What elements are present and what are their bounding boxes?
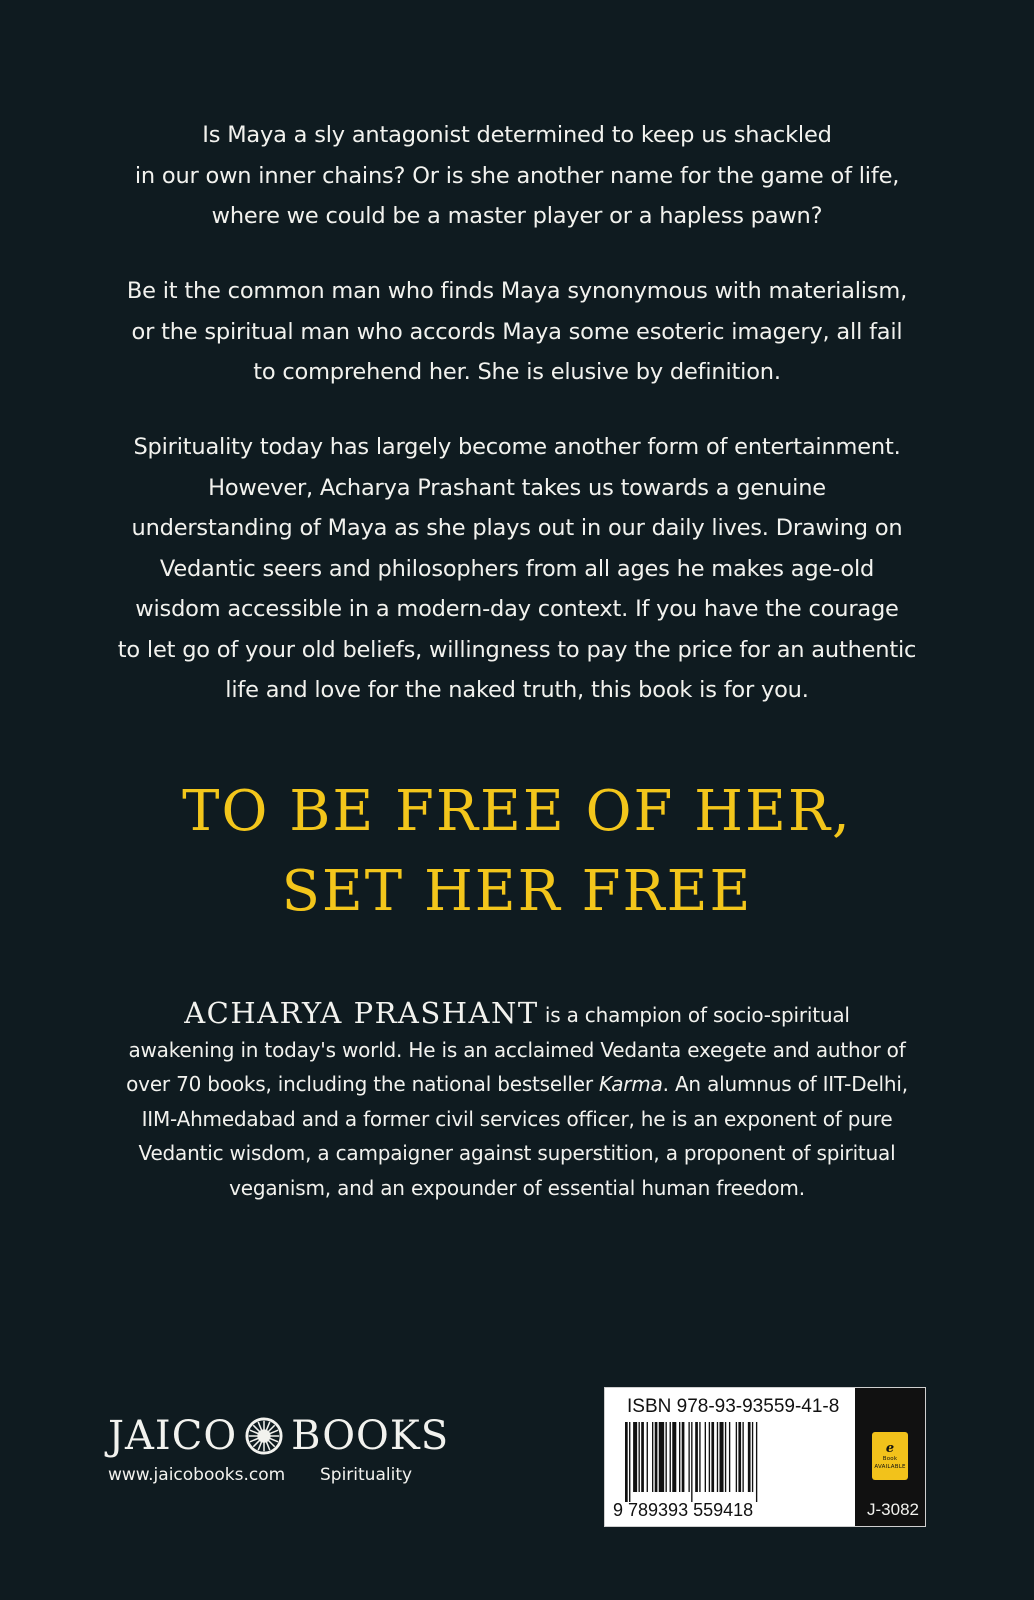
bio-text: awakening in today's world. He is an acclaimed Vedanta exegete and author of <box>128 1037 906 1062</box>
tagline <box>0 772 1034 932</box>
ebook-available-badge <box>872 1432 908 1480</box>
wheel-icon <box>245 1417 283 1455</box>
blurb-line: or the spiritual man who accords Maya some esoteric imagery, all fail <box>131 318 903 345</box>
barcode-bar <box>679 1422 680 1492</box>
blurb-paragraph-3 <box>90 427 944 711</box>
barcode-box <box>604 1387 926 1527</box>
barcode-bar <box>625 1422 628 1502</box>
author-name: ACHARYA PRASHANT <box>184 996 539 1030</box>
bio-text: Vedantic wisdom, a campaigner against superstition, a proponent of spiritual <box>138 1141 896 1165</box>
barcode-bar <box>639 1422 640 1492</box>
tagline-line-1: TO BE FREE OF HER, <box>182 779 852 844</box>
barcode-bar <box>711 1422 714 1492</box>
barcode-bar <box>655 1422 658 1492</box>
barcode-bar <box>736 1422 737 1492</box>
publisher-name-right: BOOKS <box>291 1413 450 1459</box>
blurb-line: However, Acharya Prashant takes us towards a genuine <box>208 474 826 501</box>
barcode-bar <box>641 1422 644 1492</box>
book-title-karma: Karma <box>599 1072 663 1096</box>
genre-label: Spirituality <box>320 1465 413 1485</box>
ebook-panel <box>855 1388 925 1526</box>
barcode-digits: 9 789393 559418 <box>613 1500 754 1520</box>
product-code: J-3082 <box>867 1500 919 1519</box>
bio-text: veganism, and an expounder of essential human freedom. <box>229 1175 805 1200</box>
barcode-bar <box>738 1422 741 1492</box>
barcode-bar <box>748 1422 751 1492</box>
blurb-paragraph-1 <box>90 115 944 237</box>
barcode-bar <box>672 1422 676 1492</box>
blurb-line: Is Maya a sly antagonist determined to keep us shackled <box>202 122 832 148</box>
barcode-bar <box>699 1422 700 1492</box>
bio-text: over 70 books, including the national bestseller <box>126 1072 600 1096</box>
tagline-line-2: SET HER FREE <box>281 859 753 924</box>
author-bio <box>100 996 934 1205</box>
barcode-bar <box>659 1422 664 1492</box>
bio-text: is a champion of socio-spiritual <box>538 1003 850 1027</box>
ebook-letter: e <box>885 1440 895 1456</box>
blurb-line: life and love for the naked truth, this book is for you. <box>225 677 809 703</box>
blurb-line: to comprehend her. She is elusive by definition. <box>253 359 781 385</box>
blurb-line: in our own inner chains? Or is she another name for the game of life, <box>134 162 900 189</box>
barcode-bar <box>705 1422 706 1492</box>
barcode-bar <box>709 1422 710 1492</box>
bio-text: . An alumnus of IIT-Delhi, <box>662 1072 908 1096</box>
barcode-bar <box>666 1422 667 1492</box>
barcode-bar <box>691 1422 692 1502</box>
publisher-website: www.jaicobooks.com <box>108 1465 286 1485</box>
barcode-bar <box>752 1422 753 1492</box>
ebook-word: Book <box>882 1455 898 1462</box>
barcode-bar <box>652 1422 653 1492</box>
barcode-bar <box>720 1422 724 1492</box>
barcode-bar <box>717 1422 718 1492</box>
barcode-bar <box>688 1422 689 1492</box>
barcode-bar <box>629 1422 630 1502</box>
publisher-name-left: JAICO <box>108 1413 238 1459</box>
barcode-bar <box>725 1422 726 1492</box>
publisher-block <box>108 1413 468 1485</box>
barcode-bar <box>695 1422 698 1492</box>
isbn-label: ISBN 978-93-93559-41-8 <box>627 1396 840 1417</box>
barcode-bar <box>729 1422 730 1492</box>
blurb-line: wisdom accessible in a modern-day context. If you have the courage <box>135 596 899 622</box>
barcode-bar <box>742 1422 743 1492</box>
blurb-line: Be it the common man who finds Maya synonymous with materialism, <box>126 278 908 304</box>
blurb-line: where we could be a master player or a hapless pawn? <box>211 203 823 229</box>
bio-text: IIM-Ahmedabad and a former civil services officer, he is an exponent of pure <box>141 1106 893 1131</box>
blurb-line: Vedantic seers and philosophers from all ages he makes age-old <box>159 555 875 582</box>
barcode-bar <box>633 1422 637 1492</box>
barcode-bar <box>682 1422 685 1492</box>
barcode-bar <box>647 1422 648 1492</box>
blurb-line: to let go of your old beliefs, willingness to pay the price for an authentic <box>117 636 917 663</box>
blurb-paragraph-2 <box>90 271 944 393</box>
barcode-bar <box>670 1422 671 1492</box>
blurb-line: understanding of Maya as she plays out in our daily lives. Drawing on <box>131 515 903 541</box>
publisher-logo <box>108 1413 468 1459</box>
barcode-graphic <box>625 1422 849 1502</box>
ebook-available: AVAILABLE <box>874 1463 906 1470</box>
blurb-line: Spirituality today has largely become another form of entertainment. <box>133 434 901 460</box>
barcode-bar <box>756 1422 757 1502</box>
